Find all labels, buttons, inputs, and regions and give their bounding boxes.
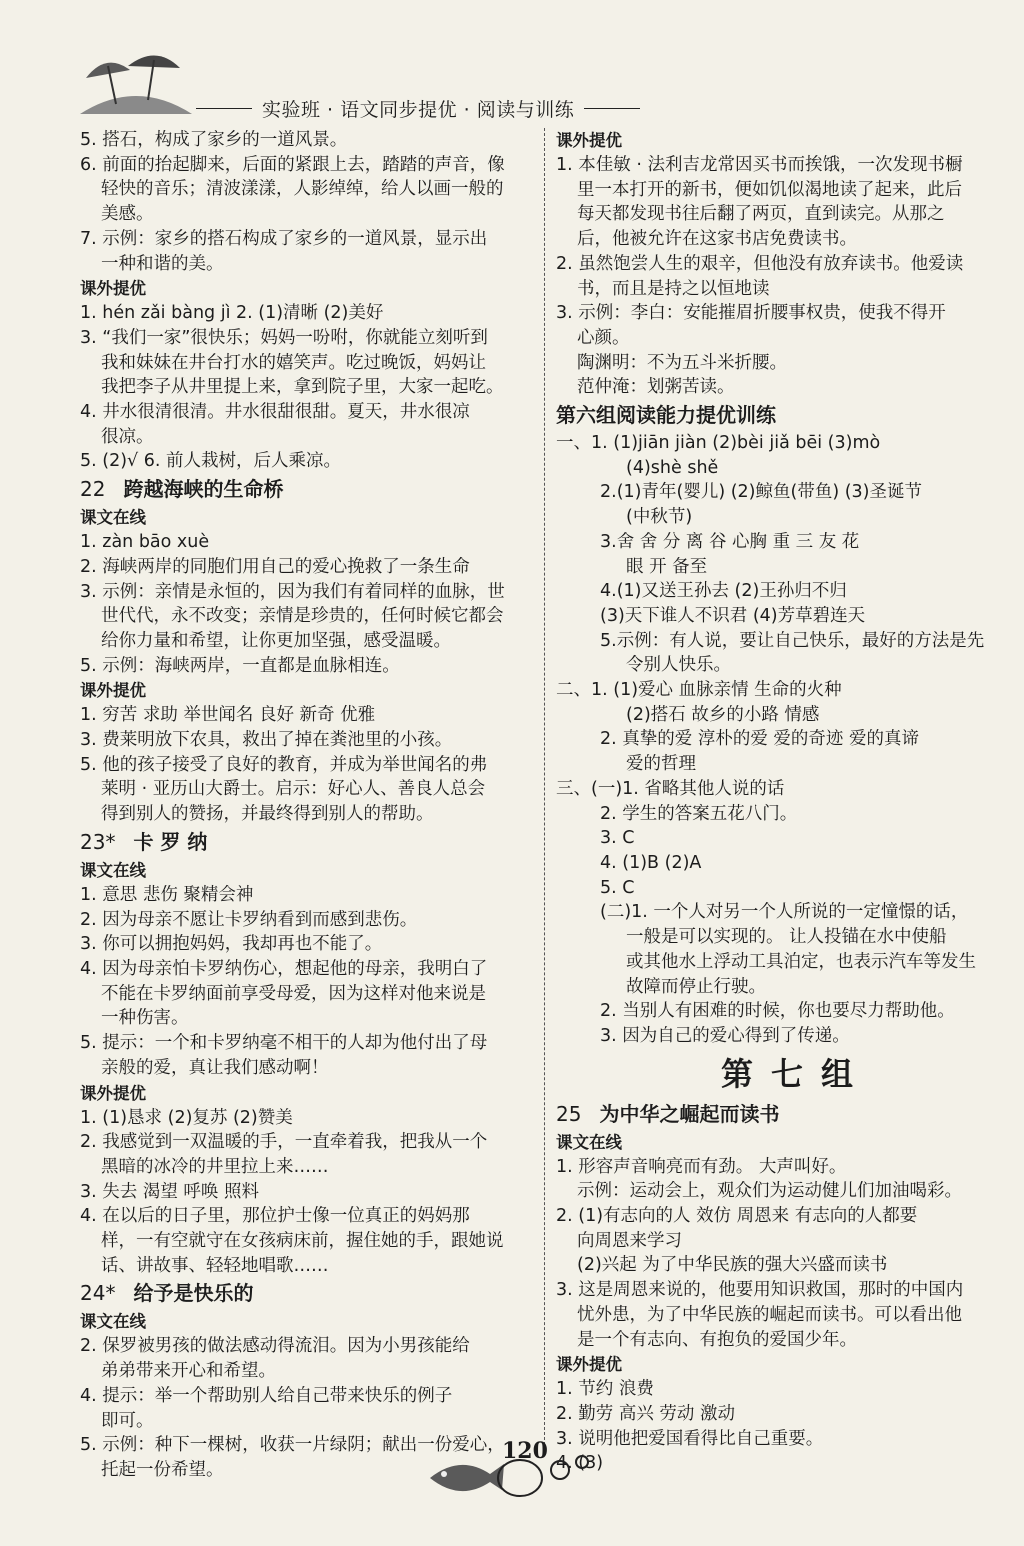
answer-line: 2.(1)青年(婴儿) (2)鲸鱼(带鱼) (3)圣诞节: [600, 482, 922, 503]
answer-line: 1. hén zǎi bàng jì 2. (1)清晰 (2)美好: [80, 303, 384, 324]
answer-line: 一种伤害。: [101, 1008, 189, 1029]
section-label: 课文在线: [80, 860, 146, 880]
answer-line: 4. (1)B (2)A: [600, 852, 702, 873]
header-rule-left: [196, 108, 252, 109]
answer-line: 1. zàn bāo xuè: [80, 532, 210, 553]
answer-line: 1. 本佳敏 · 法利吉龙常因买书而挨饿，一次发现书橱: [556, 155, 963, 175]
answer-line: 5. 搭石，构成了家乡的一道风景。: [80, 130, 348, 150]
answer-line: 3. 你可以拥抱妈妈，我却再也不能了。: [80, 934, 383, 955]
answer-line: 每天都发现书往后翻了两页，直到读完。从那之: [577, 204, 945, 225]
answer-line: 2. (1)有志向的人 效仿 周恩来 有志向的人都要: [556, 1206, 918, 1227]
answer-line: 眼 开 备至: [626, 556, 708, 577]
answer-line: 给你力量和希望，让你更加坚强，感受温暖。: [101, 630, 451, 651]
page-number: 120: [502, 1438, 548, 1464]
answer-line: 三、(一)1. 省略其他人说的话: [556, 778, 785, 799]
lesson-number: 22: [80, 477, 106, 502]
answer-line: 2. 因为母亲不愿让卡罗纳看到而感到悲伤。: [80, 909, 418, 930]
section-label: 课外提优: [80, 279, 146, 299]
answer-line: 5. 示例：海峡两岸，一直都是血脉相连。: [80, 655, 400, 676]
answer-line: 托起一份希望。: [101, 1459, 224, 1480]
answer-line: 亲般的爱，真让我们感动啊！: [101, 1057, 329, 1078]
answer-line: 6. 前面的抬起脚来，后面的紧跟上去，踏踏的声音，像: [80, 154, 505, 175]
answer-line: 我把李子从井里提上来，拿到院子里，大家一起吃。: [101, 377, 504, 398]
lesson-number: 24*: [80, 1281, 116, 1306]
section-label: 课外提优: [80, 1083, 146, 1103]
answer-line: 很凉。: [101, 426, 154, 447]
lesson-title-text: 为中华之崛起而读书: [599, 1101, 780, 1126]
section-label: 课外提优: [556, 131, 622, 150]
lesson-number: 25: [556, 1101, 582, 1126]
answer-line: 3. 因为自己的爱心得到了传递。: [600, 1025, 850, 1046]
lesson-title-text: 跨越海峡的生命桥: [123, 477, 284, 502]
lesson-number: 23*: [80, 829, 116, 854]
answer-line: 或其他水上浮动工具泊定，也表示汽车等发生: [626, 951, 976, 972]
answer-line: 范仲淹：划粥苦读。: [577, 377, 735, 398]
answer-line: (4)shè shě: [626, 457, 719, 478]
lesson-title-text: 卡 罗 纳: [133, 829, 208, 854]
answer-line: 2. 真挚的爱 淳朴的爱 爱的奇迹 爱的真谛: [600, 729, 919, 750]
answer-line: 7. 示例：家乡的搭石构成了家乡的一道风景，显示出: [80, 228, 488, 249]
unit-title: 第七组: [720, 1054, 871, 1093]
answer-line: 3. 这是周恩来说的，他要用知识救国，那时的中国内: [556, 1280, 964, 1301]
answer-line: 我和妹妹在井台打水的嬉笑声。吃过晚饭，妈妈让: [101, 352, 486, 373]
answer-line: 故障而停止行驶。: [626, 976, 766, 997]
lesson-title: [556, 1099, 1006, 1130]
answer-line: 1. 节约 浪费: [556, 1379, 654, 1400]
answer-line: (中秋节): [626, 507, 693, 528]
answer-line: 3. 失去 渴望 呼唤 照料: [80, 1181, 259, 1202]
answer-line: 2. 我感觉到一双温暖的手，一直牵着我，把我从一个: [80, 1132, 488, 1153]
answer-line: (二)1. 一个人对另一个人所说的一定憧憬的话，: [600, 902, 969, 923]
answer-line: 4. 因为母亲怕卡罗纳伤心，想起他的母亲，我明白了: [80, 958, 488, 979]
answer-line: 3. 说明他把爱国看得比自己重要。: [556, 1428, 824, 1449]
section-label: 课文在线: [80, 1312, 146, 1332]
answer-line: 5. (2)√ 6. 前人栽树，后人乘凉。: [80, 451, 342, 472]
answer-line: 一种和谐的美。: [101, 253, 224, 274]
answer-line: 弟弟带来开心和希望。: [101, 1361, 276, 1382]
lesson-title: [80, 1278, 530, 1309]
answer-line: 3. “我们一家”很快乐；妈妈一吩咐，你就能立刻听到: [80, 327, 488, 348]
section-label: 课文在线: [556, 1132, 622, 1152]
right-column: [556, 128, 1006, 1476]
answer-line: 示例：运动会上，观众们为运动健儿们加油喝彩。: [577, 1181, 962, 1202]
answer-line: 4. 井水很清很清。井水很甜很甜。夏天，井水很凉: [80, 402, 470, 423]
answer-line: 世代代，永不改变；亲情是珍贵的，任何时候它都会: [101, 606, 504, 627]
answer-line: 5. C: [600, 877, 635, 898]
answer-line: 3. C: [600, 828, 635, 849]
answer-line: 陶渊明：不为五斗米折腰。: [577, 352, 787, 373]
answer-line: 里一本打开的新书，便如饥似渴地读了起来，此后: [577, 179, 962, 200]
answer-line: 4.(1)又送王孙去 (2)王孙归不归: [600, 581, 847, 602]
answer-line: 3. 费莱明放下农具，救出了掉在粪池里的小孩。: [80, 730, 453, 751]
section-label: 课外提优: [556, 1355, 622, 1375]
answer-line: 爱的哲理: [626, 754, 696, 775]
answer-line: 5. 示例：种下一棵树，收获一片绿阴；献出一份爱心，: [80, 1435, 505, 1456]
answer-line: (2)兴起 为了中华民族的强大兴盛而读书: [577, 1255, 888, 1276]
answer-line: 后，他被允许在这家书店免费读书。: [577, 229, 857, 250]
section-label: 课外提优: [80, 681, 146, 701]
answer-line: 向周恩来学习: [577, 1230, 682, 1251]
answer-line: 5.示例：有人说，要让自己快乐，最好的方法是先: [600, 630, 985, 651]
answer-line: 4. 提示：举一个帮助别人给自己带来快乐的例子: [80, 1385, 453, 1406]
answer-line: 1. 意思 悲伤 聚精会神: [80, 884, 254, 905]
answer-line: (3)天下谁人不识君 (4)芳草碧连天: [600, 605, 866, 626]
answer-line: 2. 海峡两岸的同胞们用自己的爱心挽救了一条生命: [80, 556, 470, 577]
answer-line: 黑暗的冰冷的井里拉上来……: [101, 1156, 329, 1177]
answer-line: 2. 学生的答案五花八门。: [600, 803, 798, 824]
answer-line: 1. (1)恳求 (2)复苏 (2)赞美: [80, 1107, 293, 1128]
answer-line: 是一个有志向、有抱负的爱国少年。: [577, 1329, 857, 1350]
answer-line: 1. 形容声音响亮而有劲。 大声叫好。: [556, 1156, 847, 1177]
answer-line: 2. 勤劳 高兴 劳动 激动: [556, 1403, 735, 1424]
header-title-text: 实验班 · 语文同步提优 · 阅读与训练: [262, 98, 575, 121]
answer-line: 2. 当别人有困难的时候，你也要尽力帮助他。: [600, 1001, 955, 1022]
answer-line: 书，而且是持之以恒地读: [577, 278, 770, 299]
answer-line: 得到别人的赞扬，并最终得到别人的帮助。: [101, 804, 434, 825]
answer-line: 3. 示例：亲情是永恒的，因为我们有着同样的血脉，世: [80, 581, 505, 602]
answer-line: 2. 虽然饱尝人生的艰辛，但他没有放弃读书。他爱读: [556, 253, 964, 274]
answer-line: 心颜。: [577, 327, 630, 348]
answer-line: (2)搭石 故乡的小路 情感: [626, 704, 820, 725]
answer-line: 1. 穷苦 求助 举世闻名 良好 新奇 优雅: [80, 705, 376, 726]
lesson-title-text: 给予是快乐的: [133, 1281, 254, 1306]
answer-line: 一般是可以实现的。 让人投锚在水中使船: [626, 927, 947, 948]
beach-umbrella-illustration: [76, 38, 196, 118]
answer-line: 轻快的音乐；清波漾漾，人影绰绰，给人以画一般的: [101, 179, 504, 200]
answer-line: 令别人快乐。: [626, 655, 731, 676]
header-rule-right: [584, 108, 640, 109]
answer-line: 3.舍 舍 分 离 谷 心胸 重 三 友 花: [600, 531, 860, 552]
answer-line: 4. 在以后的日子里，那位护士像一位真正的妈妈那: [80, 1206, 470, 1227]
left-column: [80, 128, 530, 1483]
header-title: [196, 94, 716, 122]
lesson-title: [80, 474, 530, 505]
answer-line: 不能在卡罗纳面前享受母爱，因为这样对他来说是: [101, 983, 486, 1004]
answer-line: 4. (3): [556, 1453, 604, 1474]
answer-line: 3. 示例：李白：安能摧眉折腰事权贵，使我不得开: [556, 303, 946, 324]
answer-line: 忧外患，为了中华民族的崛起而读书。可以看出他: [577, 1304, 962, 1325]
answer-line: 二、1. (1)爱心 血脉亲情 生命的火种: [556, 680, 842, 701]
answer-line: 话、讲故事、轻轻地唱歌……: [101, 1255, 329, 1276]
answer-line: 美感。: [101, 204, 154, 225]
answer-line: 样，一有空就守在女孩病床前，握住她的手，跟她说: [101, 1231, 504, 1252]
answer-line: 5. 他的孩子接受了良好的教育，并成为举世闻名的弗: [80, 754, 488, 775]
answer-line: 莱明 · 亚历山大爵士。启示：好心人、善良人总会: [101, 779, 486, 800]
lesson-title: [80, 827, 530, 858]
answer-line: 一、1. (1)jiān jiàn (2)bèi jiǎ bēi (3)mò: [556, 433, 881, 454]
answer-line: 即可。: [101, 1410, 154, 1431]
answer-line: 5. 提示：一个和卡罗纳毫不相干的人却为他付出了母: [80, 1033, 488, 1054]
answer-line: 2. 保罗被男孩的做法感动得流泪。因为小男孩能给: [80, 1336, 470, 1357]
section-label: 课文在线: [80, 508, 146, 528]
column-divider: [544, 128, 545, 1450]
group-title: 第六组阅读能力提优训练: [556, 403, 776, 428]
